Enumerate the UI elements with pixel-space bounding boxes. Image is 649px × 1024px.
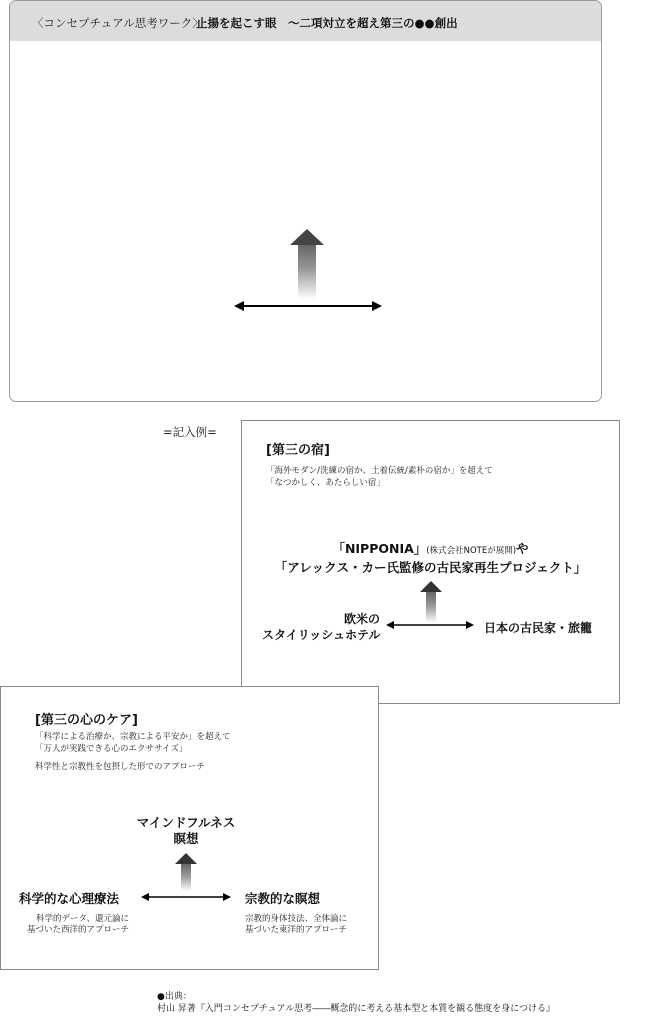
example1-left-pole-line2: スタイリッシュホテル — [262, 628, 381, 642]
up-arrow-icon — [290, 229, 324, 299]
example-label: =記入例= — [163, 425, 217, 439]
example2-title: [第三の心のケア] — [35, 713, 138, 728]
worksheet-panel — [9, 0, 602, 402]
example2-third-line1: マインドフルネス — [136, 815, 236, 830]
worksheet-header — [10, 1, 601, 41]
example2-right-note-line2: 基づいた東洋的アプローチ — [245, 925, 348, 935]
example2-desc-line1: 「科学による治療か、宗教による平安か」を超えて — [35, 732, 231, 742]
source-text: 村山 昇著『入門コンセプチュアル思考――概念的に考える基本型と本質を観る態度を身につける』 — [157, 1004, 556, 1014]
example2-third-line2: 瞑想 — [173, 831, 199, 846]
up-arrow-icon — [175, 853, 197, 891]
example1-third-main: 「NIPPONIA」 — [332, 541, 427, 556]
example1-left-pole-line1: 欧米の — [343, 612, 380, 626]
example1-third-option-line2: 「アレックス・カー氏監修の古民家再生プロジェクト」 — [274, 560, 587, 575]
example2-left-note-line2: 基づいた西洋的アプローチ — [26, 925, 129, 935]
example2-right-note-line1: 宗教的身体技法、全体論に — [245, 914, 348, 924]
example2-left-note — [11, 914, 129, 936]
source-label: ●出典： — [157, 992, 192, 1002]
up-arrow-icon — [420, 581, 442, 623]
worksheet-title: 止揚を起こす眼 ～二項対立を超え第三の●●創出 — [196, 16, 458, 30]
example2-desc-line3: 科学性と宗教性を包摂した形でのアプローチ — [35, 762, 206, 772]
example1-desc-line2: 「なつかしく、あたらしい宿」 — [266, 478, 385, 488]
example2-third-option — [121, 815, 251, 847]
example1-left-pole — [262, 611, 380, 643]
worksheet-series-label: 〈コンセプチュアル思考ワーク〉 — [32, 16, 204, 30]
source-citation — [157, 991, 555, 1015]
example1-desc-line1: 「海外モダン/洗練の宿か、土着伝統/素朴の宿か」を超えて — [266, 466, 493, 476]
example2-desc-line2: 「万人が実践できる心のエクササイズ」 — [35, 744, 188, 754]
example1-third-note: (株式会社NOTEが展開) — [426, 546, 517, 556]
example1-third-option-line1 — [242, 539, 619, 557]
example2-right-pole: 宗教的な瞑想 — [245, 891, 321, 906]
example1-title: [第三の宿] — [266, 443, 330, 458]
example-card-lodging — [241, 420, 620, 704]
example1-third-tail: や — [516, 541, 529, 556]
example1-right-pole: 日本の古民家・旅籠 — [484, 621, 593, 635]
example2-left-pole: 科学的な心理療法 — [19, 891, 120, 906]
double-arrow-icon — [141, 891, 231, 903]
double-arrow-icon — [234, 299, 382, 313]
example-card-mind-care — [0, 686, 379, 970]
double-arrow-icon — [386, 619, 474, 631]
example2-right-note — [245, 914, 347, 936]
example2-left-note-line1: 科学的データ、還元論に — [36, 914, 129, 924]
